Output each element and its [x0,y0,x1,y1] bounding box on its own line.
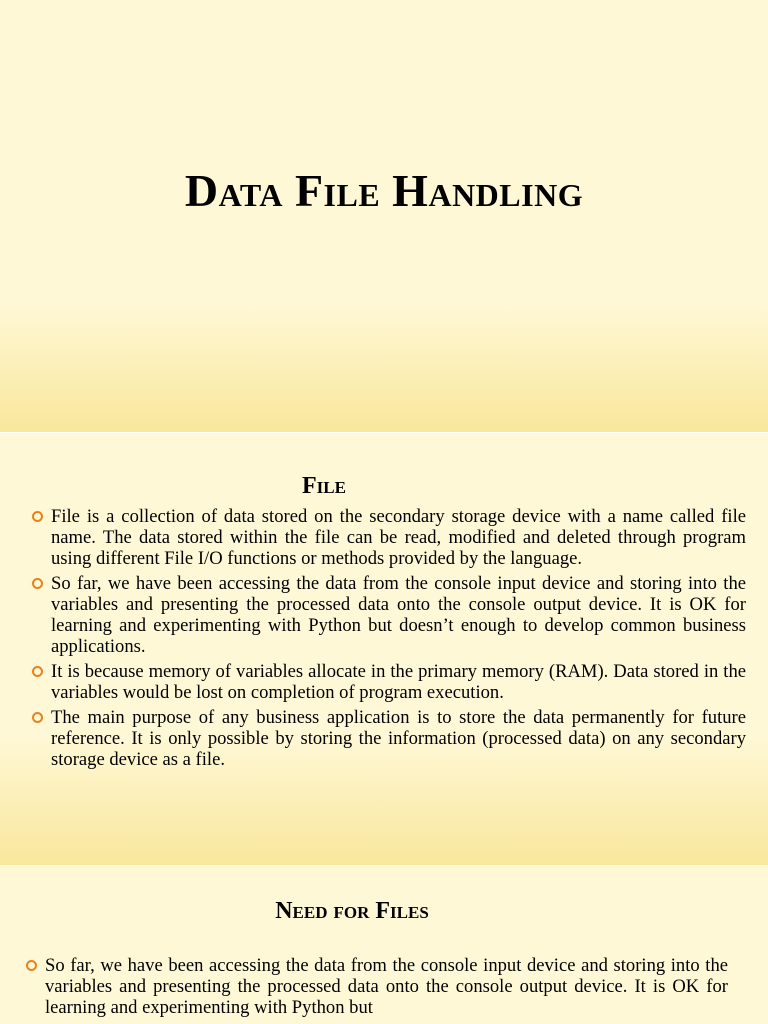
slide-title [0,0,768,432]
bullet-text: File is a collection of data stored on the secondary storage device with a name called file name. The data stored within the file can be read, modified and deleted through program using different File I/O functions or methods provided by the language. [51,506,746,569]
bullet-list [32,506,746,774]
bullet-text: So far, we have been accessing the data from the console input device and storing into the variables and presenting the processed data onto the console output device. It is OK for learning and experimenting with Python but [45,955,728,1018]
slide-title-text: Data File Handling [184,165,584,216]
bullet-item [32,707,746,770]
bullet-item [26,955,728,1018]
circle-bullet-icon [26,960,37,971]
bullet-text: The main purpose of any business application is to store the data permanently for future reference. It is only possible by storing the information (processed data) on any secondary storage device as a file. [51,707,746,770]
slide-need-for-files [0,866,768,1024]
circle-bullet-icon [32,666,43,677]
bullet-item [32,661,746,703]
bullet-list [26,955,728,1022]
circle-bullet-icon [32,511,43,522]
slide-file [0,433,768,865]
circle-bullet-icon [32,712,43,723]
bullet-text: So far, we have been accessing the data from the console input device and storing into the variables and presenting the processed data onto the console output device. It is OK for learning and experimenting with Python but doesn’t enough to develop common business applications. [51,573,746,657]
bullet-text: It is because memory of variables allocate in the primary memory (RAM). Data stored in the variables would be lost on completion of program execution. [51,661,746,703]
slide-heading: File [302,473,346,499]
bullet-item [32,573,746,657]
bullet-item [32,506,746,569]
slide-heading: Need for Files [275,898,429,924]
circle-bullet-icon [32,578,43,589]
